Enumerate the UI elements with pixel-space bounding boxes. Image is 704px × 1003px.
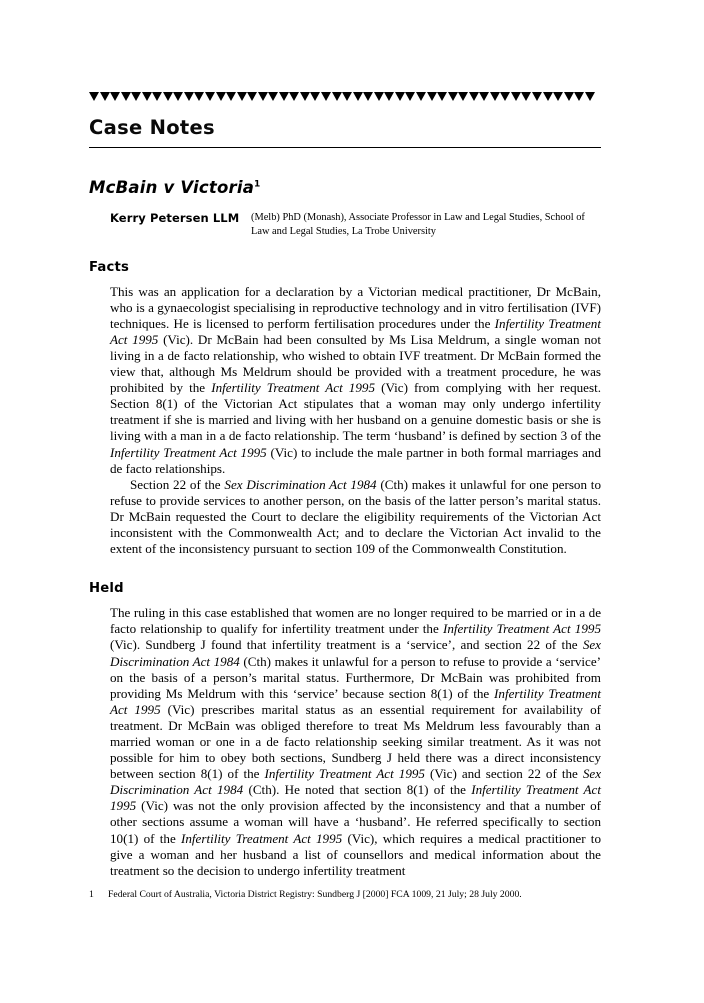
- section-heading-held: Held: [89, 581, 124, 597]
- triangle-down-icon: [374, 92, 384, 101]
- running-head-title: Case Notes: [89, 116, 215, 139]
- triangle-down-icon: [500, 92, 510, 101]
- triangle-down-icon: [310, 92, 320, 101]
- triangle-down-icon: [142, 92, 152, 101]
- triangle-down-icon: [437, 92, 447, 101]
- triangle-down-icon: [226, 92, 236, 101]
- triangle-down-icon: [121, 92, 131, 101]
- triangle-down-icon: [89, 92, 99, 101]
- triangle-down-icon: [395, 92, 405, 101]
- triangle-down-icon: [564, 92, 574, 101]
- section-body-held: [110, 605, 601, 879]
- footnote: [89, 889, 601, 902]
- triangle-down-icon: [131, 92, 141, 101]
- author-name: Kerry Petersen LLM: [110, 211, 240, 226]
- header-divider-rule: [89, 147, 601, 148]
- paragraph: Section 22 of the Sex Discrimination Act 1984 (Cth) makes it unlawful for one person to refuse to provide services to another person, on the basis of the latter person’s marital status. Dr McBain requested the Court to declare the eligibility requirements of the Victorian Act inconsistent with the Commonwealth Act; and to declare the Victorian Act invalid to the extent of the inconsistency pursuant to section 109 of the Commonwealth Constitution.: [110, 476, 601, 557]
- page-content: [89, 92, 601, 879]
- triangle-down-icon: [469, 92, 479, 101]
- triangle-down-icon: [532, 92, 542, 101]
- author-affiliation: (Melb) PhD (Monash), Associate Professor in Law and Legal Studies, School of Law and Legal Studies, La Trobe University: [251, 212, 585, 237]
- triangle-down-icon: [258, 92, 268, 101]
- triangle-down-icon: [237, 92, 247, 101]
- article-title: [89, 179, 601, 198]
- footnote-number: 1: [89, 889, 94, 900]
- section-body-facts: [110, 284, 601, 558]
- triangle-down-icon: [553, 92, 563, 101]
- triangle-down-icon: [543, 92, 553, 101]
- triangle-down-icon: [342, 92, 352, 101]
- triangle-down-icon: [173, 92, 183, 101]
- footnote-marker: 1: [254, 179, 261, 190]
- triangle-down-icon: [332, 92, 342, 101]
- triangle-down-icon: [511, 92, 521, 101]
- triangle-down-icon: [279, 92, 289, 101]
- triangle-down-icon: [100, 92, 110, 101]
- triangle-down-icon: [353, 92, 363, 101]
- article-title-text: McBain v Victoria: [89, 178, 255, 198]
- triangle-down-icon: [521, 92, 531, 101]
- triangle-down-icon: [490, 92, 500, 101]
- triangle-down-icon: [448, 92, 458, 101]
- paragraph: The ruling in this case established that women are no longer required to be married or in a de facto relationship to qualify for infertility treatment under the Infertility Treatment Act 1995 (Vic). Sundberg J found that infertility treatment is a ‘service’, and section 22 of the Sex Discrimination Act 1984 (Cth) makes it unlawful for a person to refuse to provide a ‘service’ on the basis of a person’s marital status. Furthermore, Dr McBain was prohibited from providing Ms Meldrum with this ‘service’ because section 8(1) of the Infertility Treatment Act 1995 (Vic) prescribes marital status as an essential requirement for availability of treatment. Dr McBain was obliged therefore to treat Ms Meldrum less favourably than a married woman or one in a de facto relationship seeking similar treatment. As it was not possible for him to obey both sections, Sundberg J held there was a direct inconsistency between section 8(1) of the Infertility Treatment Act 1995 (Vic) and section 22 of the Sex Discrimination Act 1984 (Cth). He noted that section 8(1) of the Infertility Treatment Act 1995 (Vic) was not the only provision affected by the inconsistency and that a number of other sections assume a woman will have a ‘husband’. He referred specifically to section 10(1) of the Infertility Treatment Act 1995 (Vic), which requires a medical practitioner to give a woman and her husband a list of counsellors and medical information about the treatment so the decision to undergo infertility treatment: [110, 605, 602, 878]
- triangle-down-icon: [405, 92, 415, 101]
- triangle-down-icon: [163, 92, 173, 101]
- triangle-down-icon: [110, 92, 120, 101]
- triangle-down-icon: [384, 92, 394, 101]
- triangle-down-icon: [289, 92, 299, 101]
- triangle-down-icon: [416, 92, 426, 101]
- section-heading-facts: Facts: [89, 259, 130, 275]
- triangle-down-icon: [363, 92, 373, 101]
- triangle-down-icon: [458, 92, 468, 101]
- triangle-down-icon: [216, 92, 226, 101]
- triangle-down-icon: [152, 92, 162, 101]
- byline: [110, 211, 601, 237]
- triangle-down-icon: [585, 92, 595, 101]
- triangle-down-icon: [184, 92, 194, 101]
- triangle-ornament-band: [89, 92, 601, 103]
- triangle-down-icon: [574, 92, 584, 101]
- triangle-down-icon: [268, 92, 278, 101]
- triangle-down-icon: [427, 92, 437, 101]
- triangle-down-icon: [300, 92, 310, 101]
- paragraph: This was an application for a declaration by a Victorian medical practitioner, Dr McBain, who is a gynaecologist specialising in reproductive technology and in vitro fertilisation (IVF) techniques. He is licensed to perform fertilisation procedures under the Infertility Treatment Act 1995 (Vic). Dr McBain had been consulted by Ms Lisa Meldrum, a single woman not living in a de facto relationship, who wished to obtain IVF treatment. Dr McBain formed the view that, although Ms Meldrum should be provided with a treatment procedure, he was prohibited by the Infertility Treatment Act 1995 (Vic) from complying with her request. Section 8(1) of the Victorian Act stipulates that a woman may only undergo infertility treatment if she is married and living with her husband on a genuine domestic basis or she is living with a man in a de facto relationship. The term ‘husband’ is defined by section 3 of the Infertility Treatment Act 1995 (Vic) to include the male partner in both formal marriages and de facto relationships.: [110, 283, 601, 476]
- triangle-down-icon: [247, 92, 257, 101]
- triangle-down-icon: [194, 92, 204, 101]
- triangle-down-icon: [321, 92, 331, 101]
- triangle-down-icon: [479, 92, 489, 101]
- triangle-down-icon: [205, 92, 215, 101]
- footnote-text: Federal Court of Australia, Victoria District Registry: Sundberg J [2000] FCA 1009, 21 July; 28 July 2000.: [108, 889, 522, 900]
